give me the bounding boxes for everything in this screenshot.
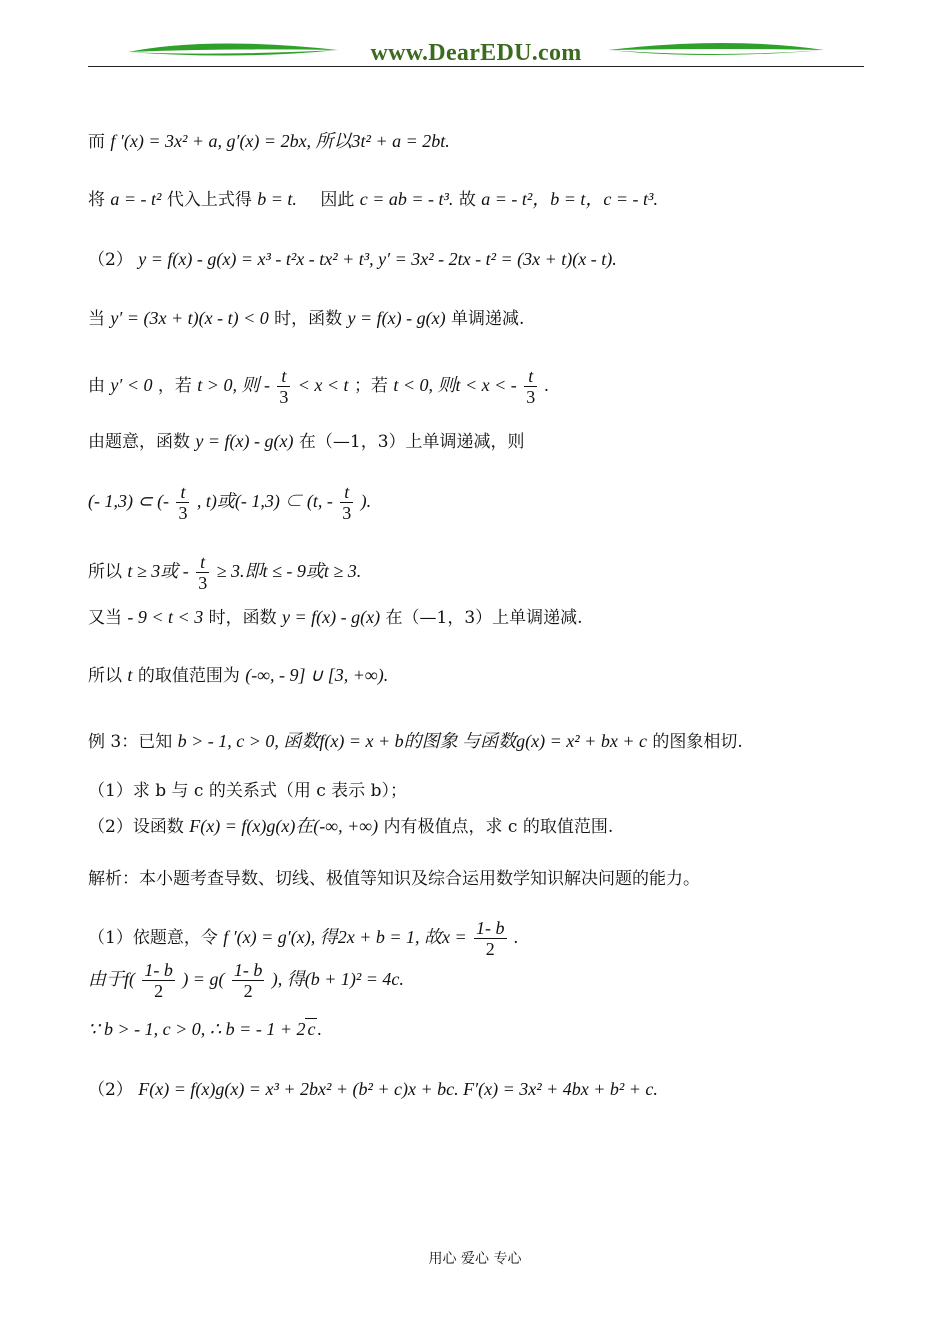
text: 当: [88, 309, 105, 329]
line-5: [88, 366, 549, 407]
formula: t: [127, 665, 133, 685]
formula: c = ab = - t³.: [359, 189, 454, 209]
formula: .: [513, 927, 519, 947]
text: 在（—1，3）上单调递减.: [385, 608, 583, 628]
line-4: [88, 307, 524, 330]
formula: (-∞, - 9] ∪ [3, +∞).: [245, 665, 389, 685]
line-17: [88, 1018, 322, 1041]
text: 又当: [88, 608, 122, 628]
formula: b = t.: [257, 189, 297, 209]
formula: .: [544, 375, 550, 395]
fraction: $\frac{t}{3}$: [178, 482, 188, 523]
text: （2）: [88, 1080, 133, 1100]
line-13: [88, 815, 613, 838]
text: 将: [88, 190, 105, 210]
line-7: [88, 482, 371, 523]
line-16: [88, 960, 404, 1001]
text: 所以: [88, 666, 122, 686]
sqrt-formula: c: [307, 1019, 316, 1039]
fraction: $\frac{t}{3}$: [198, 552, 208, 593]
text: 单调递减.: [451, 309, 525, 329]
line-9: [88, 606, 583, 629]
text: 由题意，函数: [88, 432, 190, 452]
formula: 由于f(: [88, 969, 135, 989]
formula: < x < t: [297, 375, 349, 395]
fraction: $\frac{1- b}{2}$: [476, 918, 505, 959]
fraction: $\frac{t}{3}$: [342, 482, 352, 523]
formula: a = - t²: [110, 189, 162, 209]
text: （1）依题意，令: [88, 928, 218, 948]
formula: F(x) = f(x)g(x)在(-∞, +∞): [189, 816, 379, 836]
page-footer: 用心 爱心 专心: [428, 1251, 522, 1267]
fraction: $\frac{t}{3}$: [526, 366, 536, 407]
line-18: [88, 1078, 658, 1101]
text: 因此: [320, 190, 355, 210]
line-15: [88, 918, 518, 959]
line-2: [88, 188, 658, 211]
line-8: [88, 552, 361, 593]
text: 在（—1，3）上单调递减，则: [298, 432, 525, 452]
text: ；若: [353, 376, 388, 396]
text: 时，函数: [274, 309, 343, 329]
formula: t > 0, 则 -: [197, 375, 270, 395]
line-10: [88, 664, 388, 687]
line-1: [88, 130, 450, 153]
text: （2）设函数: [88, 817, 184, 837]
text: 时，函数: [208, 608, 277, 628]
fraction: $\frac{1- b}{2}$: [144, 960, 173, 1001]
text: 由: [88, 376, 105, 396]
formula: t ≥ 3或 -: [127, 561, 189, 581]
header-rule: [88, 66, 864, 67]
text: （2）: [88, 250, 133, 270]
formula: , t)或(- 1,3) ⊂ (t, -: [196, 491, 333, 511]
text: 的取值范围为: [137, 666, 240, 686]
formula: b > - 1, c > 0, 函数f(x) = x + b的图象 与函数g(x) = x² + bx + c: [177, 731, 647, 751]
formula: t < 0, 则t < x < -: [393, 375, 517, 395]
formula: y′ < 0: [110, 375, 153, 395]
formula: ) = g(: [182, 969, 225, 989]
formula: - 9 < t < 3: [127, 607, 204, 627]
formula: y = f(x) - g(x) = x³ - t²x - tx² + t³, y′ = 3x² - 2tx - t² = (3x + t)(x - t).: [138, 249, 617, 269]
text: 解析：本小题考查导数、切线、极值等知识及综合运用数学知识解决问题的能力。: [88, 869, 700, 889]
fraction: $\frac{t}{3}$: [279, 366, 289, 407]
formula: a = - t²，b = t，c = - t³.: [481, 189, 658, 209]
formula: y = f(x) - g(x): [347, 308, 446, 328]
formula: y = f(x) - g(x): [282, 607, 381, 627]
text: 故: [458, 190, 476, 210]
formula: f ′(x) = 3x² + a, g′(x) = 2bx, 所以3t² + a = 2bt.: [110, 131, 450, 151]
line-14: [88, 868, 700, 890]
formula: ), 得(b + 1)² = 4c.: [271, 969, 404, 989]
formula: .: [317, 1019, 322, 1039]
formula: ≥ 3.即t ≤ - 9或t ≥ 3.: [216, 561, 362, 581]
formula: f ′(x) = g′(x), 得2x + b = 1, 故x =: [223, 927, 467, 947]
text: 所以: [88, 562, 122, 582]
text: 而: [88, 132, 105, 152]
text: （1）求 b 与 c 的关系式（用 c 表示 b）；: [88, 781, 407, 801]
line-11: [88, 730, 743, 753]
text: 例 3：已知: [88, 732, 173, 752]
line-6: [88, 430, 525, 453]
page-header: [88, 30, 864, 70]
formula: y′ = (3x + t)(x - t) < 0: [110, 308, 269, 328]
site-logo-text: www.DearEDU.com: [370, 40, 582, 66]
line-12: [88, 780, 407, 802]
text: 内有极值点，求 c 的取值范围.: [383, 817, 614, 837]
formula: ).: [360, 491, 372, 511]
line-3: [88, 248, 617, 271]
formula: F(x) = f(x)g(x) = x³ + 2bx² + (b² + c)x + bc. F′(x) = 3x² + 4bx + b² + c.: [138, 1079, 658, 1099]
text: 的图象相切.: [652, 732, 743, 752]
formula: ∵ b > - 1, c > 0, ∴ b = - 1 + 2: [88, 1019, 306, 1039]
formula: (- 1,3) ⊂ (-: [88, 491, 170, 511]
fraction: $\frac{1- b}{2}$: [233, 960, 263, 1001]
text: ，若: [157, 376, 192, 396]
formula: y = f(x) - g(x): [195, 431, 294, 451]
text: 代入上式得: [166, 190, 252, 210]
